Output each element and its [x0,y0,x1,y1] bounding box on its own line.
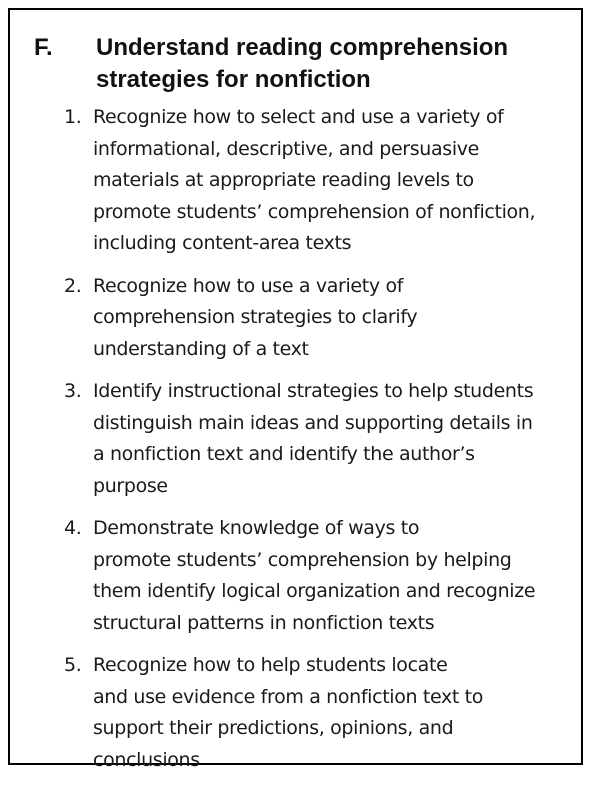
item-line: informational, descriptive, and persuasive [93,137,479,160]
item-line: promote students’ comprehension by helping [93,548,512,571]
item-number: 2. [64,274,82,297]
item-line: promote students’ comprehension of nonfiction, [93,200,536,223]
item-line: including content-area texts [93,232,352,254]
item-line: distinguish main ideas and supporting details in [93,411,533,434]
item-number: 1. [64,106,82,128]
content-box [8,8,583,771]
item-line: Demonstrate knowledge of ways to [93,517,420,539]
item-text [93,513,569,639]
section-title-line: strategies for nonfiction [96,66,371,93]
item-line: structural patterns in nonfiction texts [93,611,435,634]
item-text [93,376,569,502]
section-title [96,32,564,96]
section-title-line: Understand reading comprehension [96,34,509,61]
list-item [64,650,569,776]
item-line: support their predictions, opinions, and [93,717,454,739]
item-line: them identify logical organization and recognize [93,580,536,602]
item-number: 5. [64,654,82,676]
item-text [93,102,569,260]
list-item [64,271,569,366]
item-line: purpose [93,474,168,497]
item-number: 3. [64,380,82,402]
item-number: 4. [64,517,82,539]
item-line: Identify instructional strategies to help students [93,380,534,402]
item-line: conclusions [93,748,200,771]
list-item [64,102,569,260]
item-line: Recognize how to help students locate [93,654,448,676]
section-letter: F. [34,34,53,61]
item-line: materials at appropriate reading levels to [93,169,474,191]
item-line: understanding of a text [93,337,309,360]
item-line: Recognize how to use a variety of [93,274,404,297]
objectives-list [64,102,569,787]
item-text [93,271,569,366]
item-line: Recognize how to select and use a variety of [93,106,504,128]
list-item [64,513,569,639]
list-item [64,376,569,502]
item-line: a nonfiction text and identify the author’s [93,443,475,465]
item-line: and use evidence from a nonfiction text to [93,685,484,708]
section-heading [34,32,564,96]
item-line: comprehension strategies to clarify [93,306,418,328]
item-text [93,650,569,776]
